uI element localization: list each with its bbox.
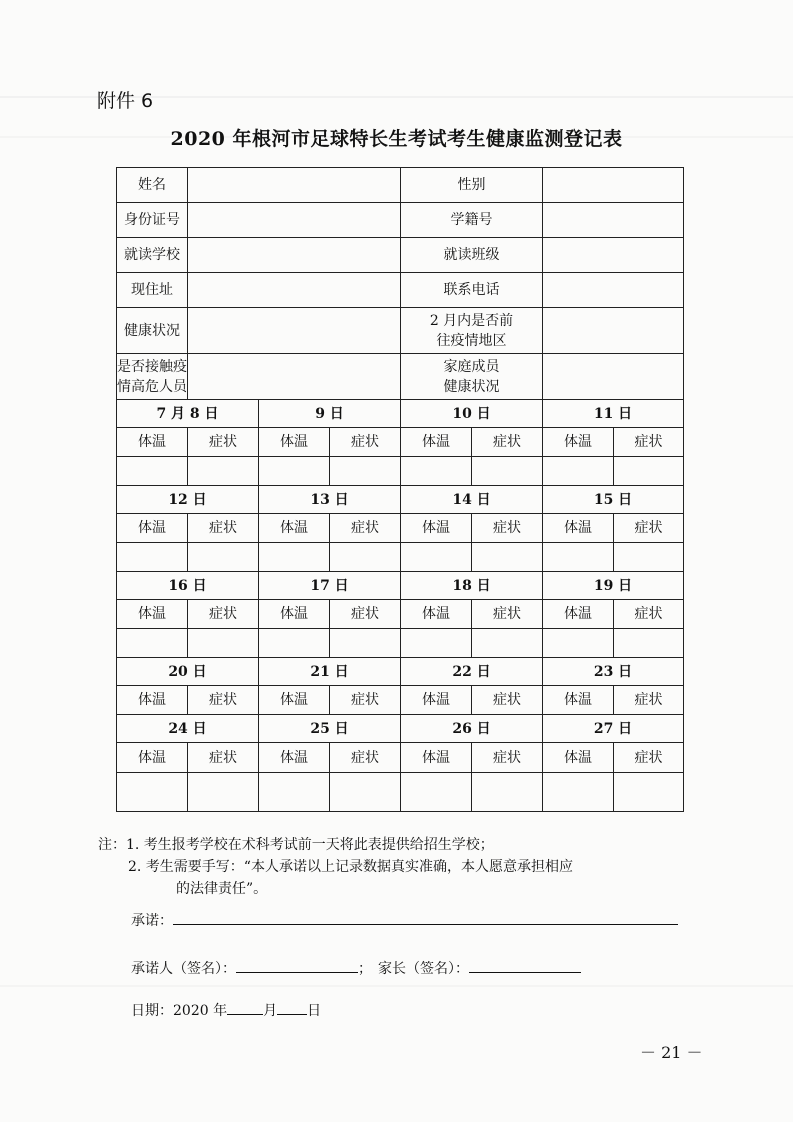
- temp-header: 体温: [401, 600, 472, 629]
- temp-cell[interactable]: [117, 543, 188, 572]
- day-label: 13 日: [259, 486, 401, 514]
- temp-header: 体温: [117, 686, 188, 715]
- symptom-header: 症状: [330, 514, 401, 543]
- label-line: 2 月内是否前: [429, 312, 514, 329]
- value-epidemic-travel[interactable]: [543, 308, 684, 354]
- symptom-header: 症状: [614, 600, 684, 629]
- symptom-header: 症状: [330, 686, 401, 715]
- value-name[interactable]: [188, 168, 401, 203]
- symptom-header: 症状: [330, 600, 401, 629]
- day-label: 25 日: [259, 715, 401, 743]
- signature-row: [131, 958, 581, 978]
- value-address[interactable]: [188, 273, 401, 308]
- value-class[interactable]: [543, 238, 684, 273]
- month-label: 月: [263, 1003, 278, 1019]
- symptom-header: 症状: [188, 428, 259, 457]
- symptom-cell[interactable]: [330, 457, 401, 486]
- sub-header-row: [117, 428, 684, 457]
- document-title: 2020 年根河市足球特长生考试考生健康监测登记表: [170, 128, 623, 150]
- promise-row: [131, 910, 678, 930]
- date-label: 日期：2020 年: [131, 1003, 228, 1019]
- day-label: 15 日: [543, 486, 684, 514]
- label-line: 家庭成员: [443, 358, 500, 375]
- symptom-cell[interactable]: [614, 457, 684, 486]
- info-row: [117, 238, 684, 273]
- symptom-cell[interactable]: [472, 629, 543, 658]
- sub-header-row: [117, 600, 684, 629]
- day-label: 26 日: [401, 715, 543, 743]
- day-label: 12 日: [117, 486, 259, 514]
- day-label: 17 日: [259, 572, 401, 600]
- day-header-row: [117, 486, 684, 514]
- value-student-number[interactable]: [543, 203, 684, 238]
- temp-header: 体温: [401, 514, 472, 543]
- symptom-cell[interactable]: [188, 543, 259, 572]
- symptom-cell[interactable]: [472, 457, 543, 486]
- label-school: 就读学校: [117, 238, 188, 273]
- day-label: 18 日: [401, 572, 543, 600]
- parent-label: 家长（签名）：: [378, 961, 469, 977]
- symptom-cell[interactable]: [472, 543, 543, 572]
- label-line: 健康状况: [443, 378, 500, 395]
- temp-header: 体温: [117, 428, 188, 457]
- day-label: 19 日: [543, 572, 684, 600]
- symptom-cell[interactable]: [614, 773, 684, 812]
- temp-cell[interactable]: [543, 543, 614, 572]
- day-line[interactable]: [277, 1000, 307, 1015]
- separator: ；: [358, 961, 372, 977]
- temp-header: 体温: [259, 600, 330, 629]
- temp-header: 体温: [543, 686, 614, 715]
- date-row: [131, 1000, 321, 1020]
- day-label: 21 日: [259, 658, 401, 686]
- symptom-header: 症状: [472, 514, 543, 543]
- temp-header: 体温: [543, 743, 614, 773]
- page-number: － 21 －: [640, 1043, 703, 1062]
- day-label: 20 日: [117, 658, 259, 686]
- temp-cell[interactable]: [543, 773, 614, 812]
- value-health-status[interactable]: [188, 308, 401, 354]
- symptom-cell[interactable]: [188, 773, 259, 812]
- symptom-header: 症状: [614, 743, 684, 773]
- temp-header: 体温: [117, 514, 188, 543]
- symptom-cell[interactable]: [330, 543, 401, 572]
- symptom-cell[interactable]: [188, 457, 259, 486]
- symptom-header: 症状: [188, 743, 259, 773]
- temp-cell[interactable]: [259, 773, 330, 812]
- temp-header: 体温: [401, 743, 472, 773]
- day-label: 日: [307, 1003, 322, 1019]
- label-name: 姓名: [117, 168, 188, 203]
- day-label: 22 日: [401, 658, 543, 686]
- note-line-1: [98, 834, 573, 856]
- temp-cell[interactable]: [259, 629, 330, 658]
- note-line-3: 的法律责任”。: [176, 881, 268, 897]
- temp-header: 体温: [259, 514, 330, 543]
- temp-cell[interactable]: [259, 457, 330, 486]
- day-header-row: [117, 572, 684, 600]
- month-line[interactable]: [227, 1000, 263, 1015]
- day-label: 27 日: [543, 715, 684, 743]
- sub-header-row: [117, 743, 684, 773]
- symptom-header: 症状: [188, 686, 259, 715]
- temp-cell[interactable]: [401, 629, 472, 658]
- promise-line[interactable]: [173, 910, 678, 925]
- promise-label: 承诺：: [131, 913, 173, 929]
- health-monitoring-form: [116, 167, 684, 812]
- temp-header: 体温: [117, 600, 188, 629]
- temp-header: 体温: [543, 428, 614, 457]
- info-row: [117, 273, 684, 308]
- sub-header-row: [117, 514, 684, 543]
- symptom-cell[interactable]: [472, 773, 543, 812]
- temp-cell[interactable]: [117, 773, 188, 812]
- entry-row: [117, 457, 684, 486]
- symptom-header: 症状: [330, 428, 401, 457]
- entry-row: [117, 773, 684, 812]
- label-phone: 联系电话: [401, 273, 543, 308]
- notes-prefix: 注：: [98, 837, 126, 853]
- value-high-risk-contact[interactable]: [188, 354, 401, 400]
- attachment-label: 附件 6: [97, 90, 154, 112]
- day-label: 10 日: [401, 400, 543, 428]
- temp-cell[interactable]: [401, 457, 472, 486]
- symptom-header: 症状: [472, 428, 543, 457]
- label-high-risk-contact: [117, 354, 188, 400]
- info-row: [117, 168, 684, 203]
- label-line: 情高危人员: [117, 378, 187, 395]
- symptom-header: 症状: [188, 514, 259, 543]
- label-health-status: 健康状况: [117, 308, 188, 354]
- symptom-header: 症状: [472, 600, 543, 629]
- label-gender: 性别: [401, 168, 543, 203]
- value-family-health[interactable]: [543, 354, 684, 400]
- day-label: 16 日: [117, 572, 259, 600]
- signer-line[interactable]: [236, 958, 358, 973]
- parent-line[interactable]: [469, 958, 581, 973]
- info-row: [117, 308, 684, 354]
- info-row: [117, 203, 684, 238]
- value-gender[interactable]: [543, 168, 684, 203]
- temp-cell[interactable]: [401, 773, 472, 812]
- symptom-header: 症状: [614, 686, 684, 715]
- note-text: 1. 考生报考学校在术科考试前一天将此表提供给招生学校；: [126, 837, 494, 853]
- temp-cell[interactable]: [117, 629, 188, 658]
- day-label: 11 日: [543, 400, 684, 428]
- temp-header: 体温: [543, 600, 614, 629]
- temp-cell[interactable]: [401, 543, 472, 572]
- label-epidemic-travel: [401, 308, 543, 354]
- label-class: 就读班级: [401, 238, 543, 273]
- label-address: 现住址: [117, 273, 188, 308]
- day-label: 9 日: [259, 400, 401, 428]
- temp-header: 体温: [117, 743, 188, 773]
- symptom-header: 症状: [330, 743, 401, 773]
- symptom-cell[interactable]: [188, 629, 259, 658]
- symptom-header: 症状: [472, 743, 543, 773]
- label-student-number: 学籍号: [401, 203, 543, 238]
- temp-header: 体温: [259, 743, 330, 773]
- symptom-header: 症状: [472, 686, 543, 715]
- notes-section: [98, 834, 573, 900]
- temp-cell[interactable]: [543, 629, 614, 658]
- temp-header: 体温: [401, 428, 472, 457]
- symptom-header: 症状: [188, 600, 259, 629]
- symptom-cell[interactable]: [614, 629, 684, 658]
- day-label: 24 日: [117, 715, 259, 743]
- value-school[interactable]: [188, 238, 401, 273]
- day-label: 14 日: [401, 486, 543, 514]
- symptom-header: 症状: [614, 428, 684, 457]
- label-line: 往疫情地区: [436, 332, 507, 349]
- note-line-2: 2. 考生需要手写：“本人承诺以上记录数据真实准确，本人愿意承担相应: [128, 859, 573, 875]
- sub-header-row: [117, 686, 684, 715]
- temp-header: 体温: [259, 428, 330, 457]
- temp-header: 体温: [259, 686, 330, 715]
- symptom-header: 症状: [614, 514, 684, 543]
- value-id-number[interactable]: [188, 203, 401, 238]
- temp-cell[interactable]: [117, 457, 188, 486]
- day-header-row: [117, 400, 684, 428]
- temp-header: 体温: [543, 514, 614, 543]
- label-id-number: 身份证号: [117, 203, 188, 238]
- day-header-row: [117, 658, 684, 686]
- temp-header: 体温: [401, 686, 472, 715]
- info-row: [117, 354, 684, 400]
- signer-label: 承诺人（签名）：: [131, 961, 236, 977]
- symptom-cell[interactable]: [330, 629, 401, 658]
- day-header-row: [117, 715, 684, 743]
- label-family-health: [401, 354, 543, 400]
- value-phone[interactable]: [543, 273, 684, 308]
- label-line: 是否接触疫: [117, 358, 187, 375]
- symptom-cell[interactable]: [614, 543, 684, 572]
- day-label: 7 月 8 日: [117, 400, 259, 428]
- entry-row: [117, 629, 684, 658]
- day-label: 23 日: [543, 658, 684, 686]
- symptom-cell[interactable]: [330, 773, 401, 812]
- temp-cell[interactable]: [543, 457, 614, 486]
- entry-row: [117, 543, 684, 572]
- temp-cell[interactable]: [259, 543, 330, 572]
